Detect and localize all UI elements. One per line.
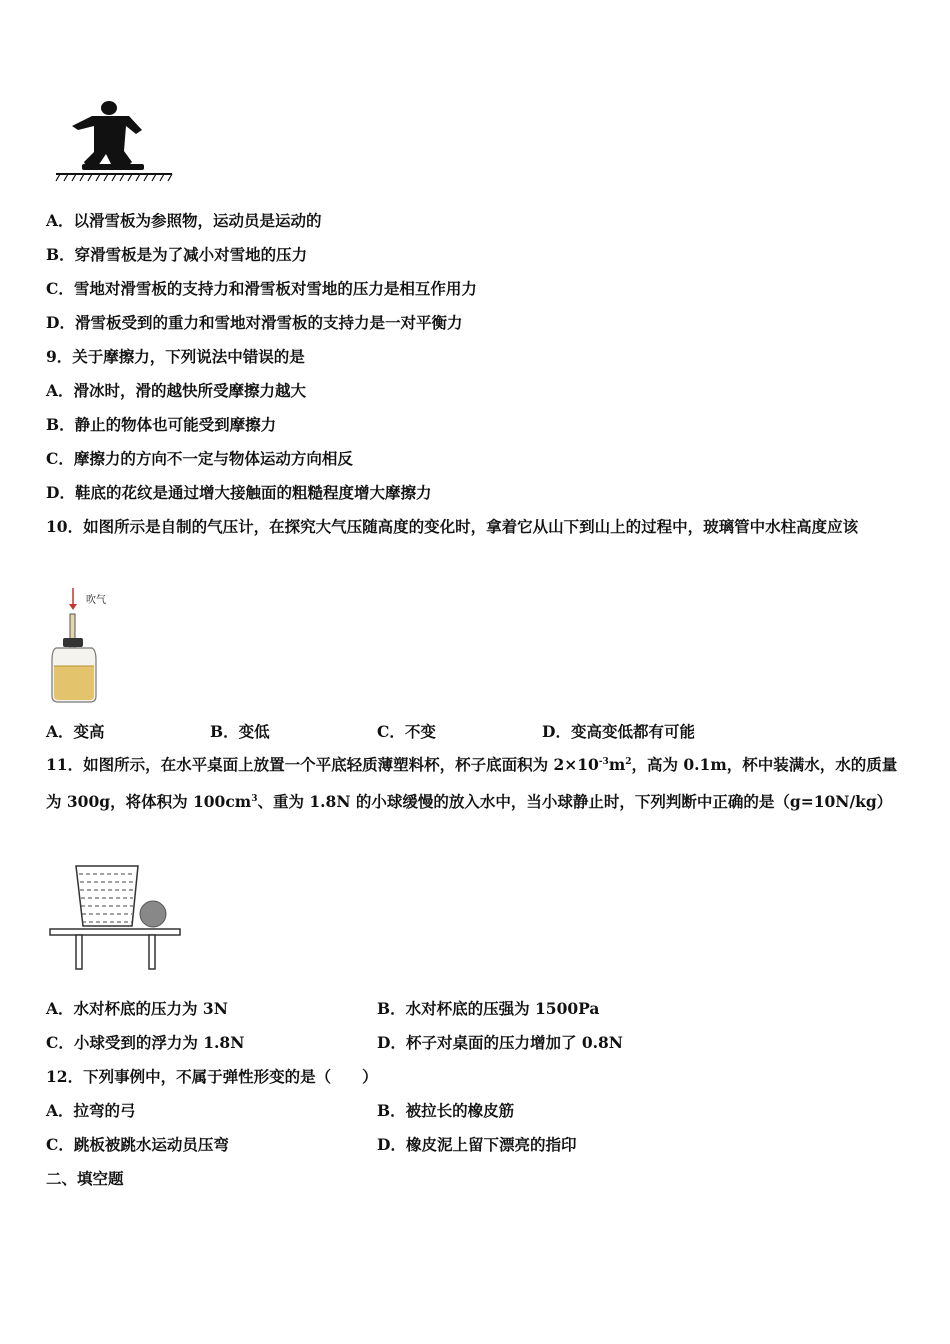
q11-exponent-1: -3 [598, 756, 609, 767]
q11-exponent-3: 3 [251, 793, 258, 804]
q12-option-d: D．橡皮泥上留下漂亮的指印 [377, 1135, 577, 1154]
q9-option-b: B．静止的物体也可能受到摩擦力 [46, 415, 277, 434]
q11-option-c: C．小球受到的浮力为 1.8N [46, 1033, 245, 1052]
q8-option-c: C．雪地对滑雪板的支持力和滑雪板对雪地的压力是相互作用力 [46, 279, 477, 298]
q8-option-d: D．滑雪板受到的重力和雪地对滑雪板的支持力是一对平衡力 [46, 313, 463, 332]
q9-option-c: C．摩擦力的方向不一定与物体运动方向相反 [46, 449, 353, 468]
q9-option-a: A．滑冰时，滑的越快所受摩擦力越大 [46, 381, 307, 400]
q11-exponent-2: 2 [625, 756, 632, 767]
q10-option-c: C．不变 [377, 722, 436, 741]
section-2-title: 二、填空题 [46, 1169, 124, 1188]
snowboarder-figure [54, 96, 179, 182]
q9-stem: 9．关于摩擦力，下列说法中错误的是 [46, 347, 305, 366]
barometer-label: 吹气 [86, 595, 106, 606]
q11-stem-part3: ，高为 0.1m，杯中装满水，水的质量为 300g，将体积为 100cm [46, 755, 898, 811]
q8-option-b: B．穿滑雪板是为了减小对雪地的压力 [46, 245, 308, 264]
q11-option-a: A．水对杯底的压力为 3N [46, 999, 228, 1018]
q11-option-b: B．水对杯底的压强为 1500Pa [377, 999, 600, 1018]
q12-option-c: C．跳板被跳水运动员压弯 [46, 1135, 229, 1154]
q8-option-a: A．以滑雪板为参照物，运动员是运动的 [46, 211, 322, 230]
q11-stem-part4: 、重为 1.8N 的小球缓慢的放入水中，当小球静止时，下列判断中正确的是（g=10N/kg） [257, 792, 893, 811]
q12-option-a: A．拉弯的弓 [46, 1101, 136, 1120]
q10-option-d: D．变高变低都有可能 [542, 722, 695, 741]
q12-stem: 12．下列事例中，不属于弹性形变的是（ ） [46, 1067, 378, 1086]
q10-stem: 10．如图所示是自制的气压计，在探究大气压随高度的变化时，拿着它从山下到山上的过程中，玻璃管中水柱高度应该 [46, 517, 859, 536]
q12-option-b: B．被拉长的橡皮筋 [377, 1101, 515, 1120]
q11-option-d: D．杯子对桌面的压力增加了 0.8N [377, 1033, 623, 1052]
cup-ball-table-figure [46, 862, 186, 974]
q11-stem-part1: 11．如图所示，在水平桌面上放置一个平底轻质薄塑料杯，杯子底面积为 2×10 [46, 755, 599, 774]
q10-option-b: B．变低 [210, 722, 270, 741]
q11-stem-part2: m [608, 755, 626, 774]
q9-option-d: D．鞋底的花纹是通过增大接触面的粗糙程度增大摩擦力 [46, 483, 432, 502]
q11-stem [46, 746, 906, 820]
q10-option-a: A．变高 [46, 722, 105, 741]
